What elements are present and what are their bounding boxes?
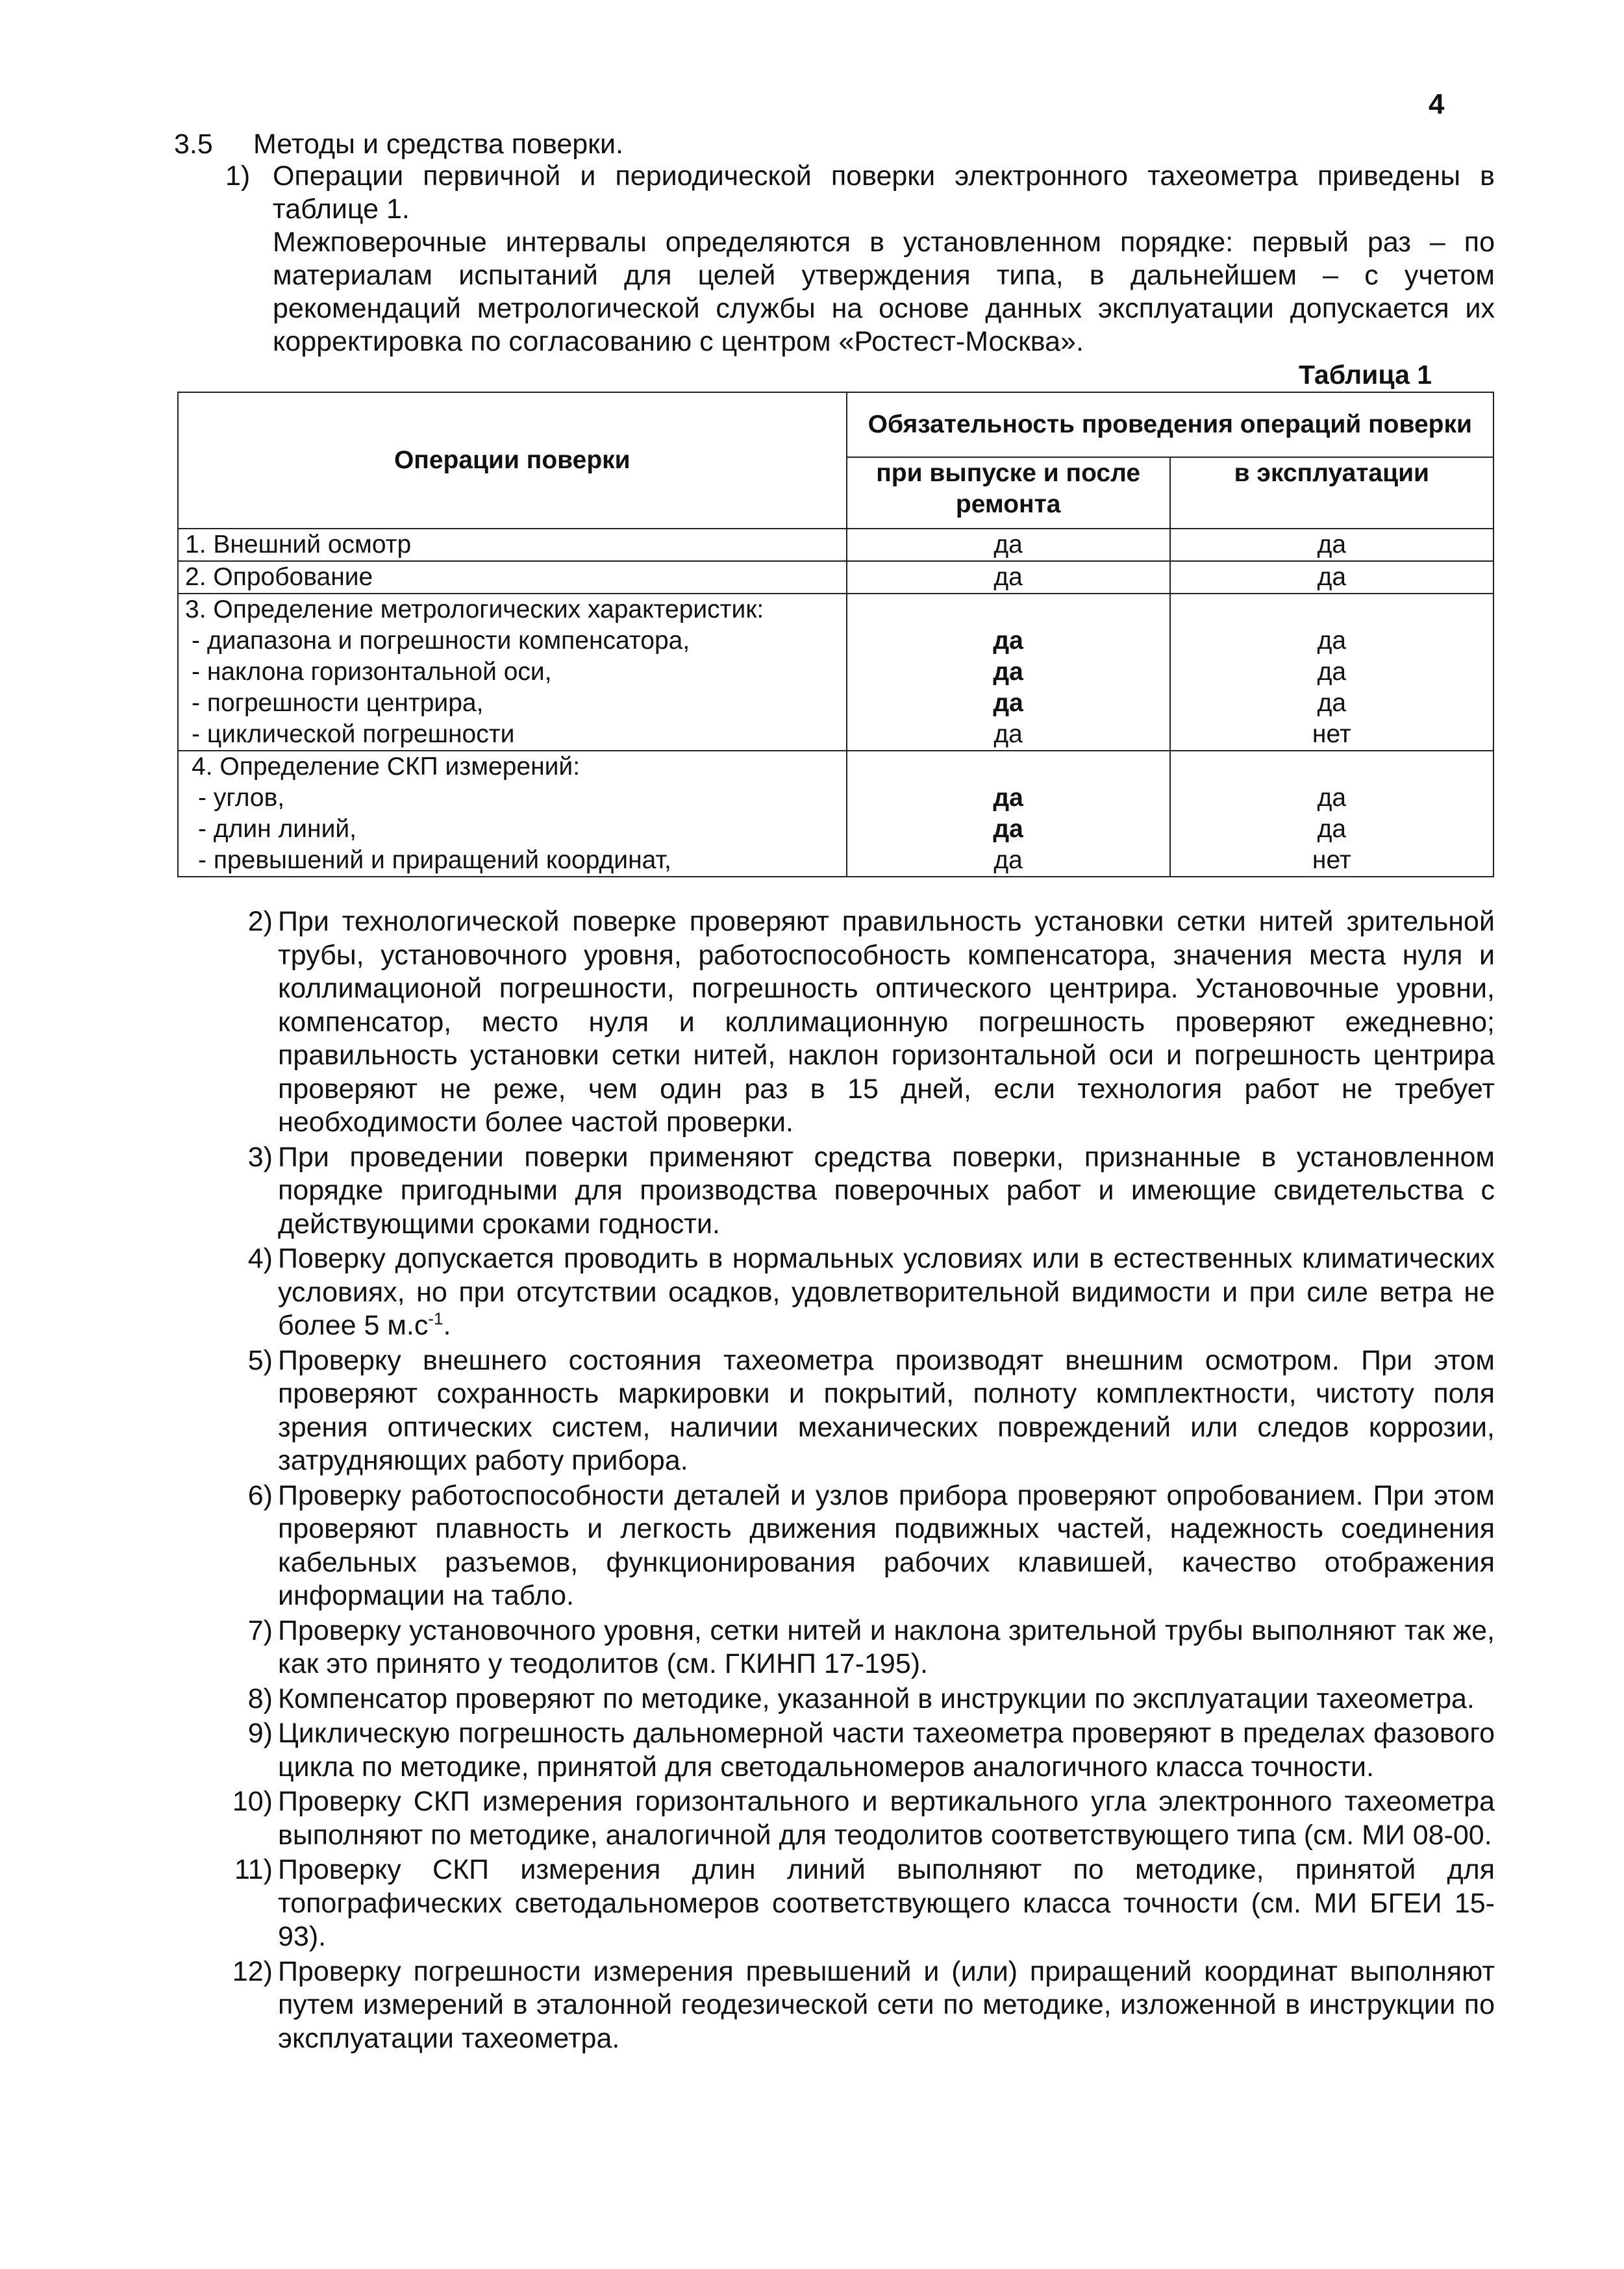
procedure-list bbox=[195, 905, 1495, 2057]
row-use: нет bbox=[1312, 846, 1351, 874]
row-operation: - углов, bbox=[198, 784, 285, 812]
table-row bbox=[178, 561, 1493, 594]
row-operation: 3. Определение метрологических характеристик: bbox=[185, 595, 764, 623]
row-operation: 4. Определение СКП измерений: bbox=[192, 753, 581, 781]
table-caption: Таблица 1 bbox=[1299, 360, 1432, 390]
row-use: да bbox=[1317, 689, 1347, 717]
list-item bbox=[195, 1853, 1495, 1954]
list-item bbox=[195, 1141, 1495, 1242]
list-item-number: 12) bbox=[232, 1955, 273, 1987]
header-mandatory: Обязательность проведения операций поверки bbox=[847, 392, 1493, 457]
row-use: да bbox=[1317, 658, 1347, 686]
list-item-number: 8) bbox=[247, 1683, 273, 1714]
row-release: да bbox=[993, 815, 1023, 843]
list-item bbox=[195, 1955, 1495, 2056]
section-heading bbox=[174, 127, 623, 161]
section-number: 3.5 bbox=[174, 129, 213, 160]
row-use: да bbox=[1170, 561, 1493, 594]
list-item-text: Компенсатор проверяют по методике, указанной в инструкции по эксплуатации тахеометра. bbox=[278, 1683, 1475, 1714]
header-operations: Операции поверки bbox=[178, 392, 847, 529]
verification-table bbox=[177, 392, 1494, 877]
list-item bbox=[195, 1717, 1495, 1784]
list-item bbox=[195, 905, 1495, 1140]
header-operation-use: в эксплуатации bbox=[1170, 457, 1493, 529]
header-release: при выпуске и после ремонта bbox=[847, 457, 1170, 529]
row-operation: - превышений и приращений координат, bbox=[198, 846, 671, 874]
intro-paragraph-1: Операции первичной и периодической поверки электронного тахеометра приведены в таблице 1. bbox=[273, 160, 1495, 225]
row-release: да bbox=[993, 627, 1023, 655]
list-item bbox=[195, 1785, 1495, 1852]
list-item-text: Циклическую погрешность дальномерной части тахеометра проверяют в пределах фазового цикла по методике, принятой для светодальномеров аналогичного класса точности. bbox=[278, 1718, 1495, 1783]
row-operation: - диапазона и погрешности компенсатора, bbox=[192, 627, 690, 655]
row-release: да bbox=[993, 720, 1023, 748]
list-item-text: Проверку работоспособности деталей и узлов прибора проверяют опробованием. При этом проверяют плавность и легкость движения подвижных частей, надежность соединения кабельных разъемов, функционирования рабочих клавишей, качество отображения информации на табло. bbox=[278, 1479, 1495, 1611]
row-operation: 1. Внешний осмотр bbox=[178, 529, 847, 561]
intro-item bbox=[225, 160, 1495, 358]
list-item-tail: . bbox=[443, 1310, 451, 1341]
table-row bbox=[178, 594, 1493, 751]
list-item-number: 7) bbox=[247, 1614, 273, 1646]
row-use: да bbox=[1317, 815, 1347, 843]
list-item-text: Проверку внешнего состояния тахеометра производят внешним осмотром. При этом проверяют сохранность маркировки и покрытий, полноту комплектности, чистоту поля зрения оптических систем, наличии механических повреждений или следов коррозии, затрудняющих работу прибора. bbox=[278, 1344, 1495, 1476]
row-release: да bbox=[993, 689, 1023, 717]
intro-item-number: 1) bbox=[225, 160, 251, 192]
list-item-number: 5) bbox=[247, 1344, 273, 1376]
row-release: да bbox=[847, 529, 1170, 561]
list-item-number: 4) bbox=[247, 1243, 273, 1274]
row-operation: - длин линий, bbox=[198, 815, 356, 843]
list-item bbox=[195, 1242, 1495, 1343]
page-number: 4 bbox=[1429, 88, 1445, 120]
list-item-number: 11) bbox=[234, 1854, 273, 1885]
list-item-superscript: -1 bbox=[428, 1309, 443, 1329]
section-title: Методы и средства поверки. bbox=[253, 129, 623, 160]
row-use: нет bbox=[1312, 720, 1351, 748]
row-release: да bbox=[993, 784, 1023, 812]
row-use: да bbox=[1170, 529, 1493, 561]
list-item-text: При проведении поверки применяют средства поверки, признанные в установленном порядке пригодными для производства поверочных работ и имеющие свидетельства с действующими сроками годности. bbox=[278, 1141, 1495, 1240]
list-item-number: 6) bbox=[247, 1479, 273, 1511]
list-item-number: 3) bbox=[247, 1141, 273, 1173]
list-item-number: 10) bbox=[232, 1786, 273, 1817]
table-row bbox=[178, 529, 1493, 561]
intro-paragraph-2: Межповерочные интервалы определяются в установленном порядке: первый раз – по материалам испытаний для целей утверждения типа, в дальнейшем – с учетом рекомендаций метрологической службы на основе данных эксплуатации допускается их корректировка по согласованию с центром «Ростест-Москва». bbox=[273, 227, 1495, 357]
list-item bbox=[195, 1479, 1495, 1613]
table-row bbox=[178, 751, 1493, 877]
row-operation: - циклической погрешности bbox=[192, 720, 515, 748]
list-item bbox=[195, 1344, 1495, 1478]
list-item-text: Проверку погрешности измерения превышений и (или) приращений координат выполняют путем измерений в эталонной геодезической сети по методике, изложенной в инструкции по эксплуатации тахеометра. bbox=[278, 1955, 1495, 2054]
row-release: да bbox=[993, 846, 1023, 874]
row-use: да bbox=[1317, 784, 1347, 812]
list-item bbox=[195, 1614, 1495, 1681]
list-item-text: Проверку установочного уровня, сетки нитей и наклона зрительной трубы выполняют так же, как это принято у теодолитов (см. ГКИНП 17-195). bbox=[278, 1614, 1495, 1679]
list-item-number: 9) bbox=[247, 1718, 273, 1749]
row-operation: - наклона горизонтальной оси, bbox=[192, 658, 552, 686]
list-item-text: При технологической поверке проверяют правильность установки сетки нитей зрительной трубы, установочного уровня, работоспособность компенсатора, значения места нуля и коллимационой погрешности, погрешность оптического центрира. Установочные уровни, компенсатор, место нуля и коллимационную погрешность проверяют ежедневно; правильность установки сетки нитей, наклон горизонтальной оси и погрешность центрира проверяют не реже, чем один раз в 15 дней, если технология работ не требует необходимости более частой проверки. bbox=[278, 906, 1495, 1138]
list-item-number: 2) bbox=[247, 906, 273, 937]
row-release: да bbox=[847, 561, 1170, 594]
row-operation: - погрешности центрира, bbox=[192, 689, 484, 717]
list-item bbox=[195, 1683, 1495, 1716]
row-use: да bbox=[1317, 627, 1347, 655]
list-item-text: Проверку СКП измерения длин линий выполняют по методике, принятой для топографических светодальномеров соответствующего класса точности (см. МИ БГЕИ 15-93). bbox=[278, 1854, 1495, 1952]
row-release: да bbox=[993, 658, 1023, 686]
row-operation: 2. Опробование bbox=[178, 561, 847, 594]
list-item-text: Поверку допускается проводить в нормальных условиях или в естественных климатических условиях, но при отсутствии осадков, удовлетворительной видимости и при силе ветра не более 5 м.с bbox=[278, 1243, 1495, 1341]
list-item-text: Проверку СКП измерения горизонтального и вертикального угла электронного тахеометра выполняют по методике, аналогичной для теодолитов соответствующего типа (см. МИ 08-00. bbox=[278, 1786, 1495, 1851]
